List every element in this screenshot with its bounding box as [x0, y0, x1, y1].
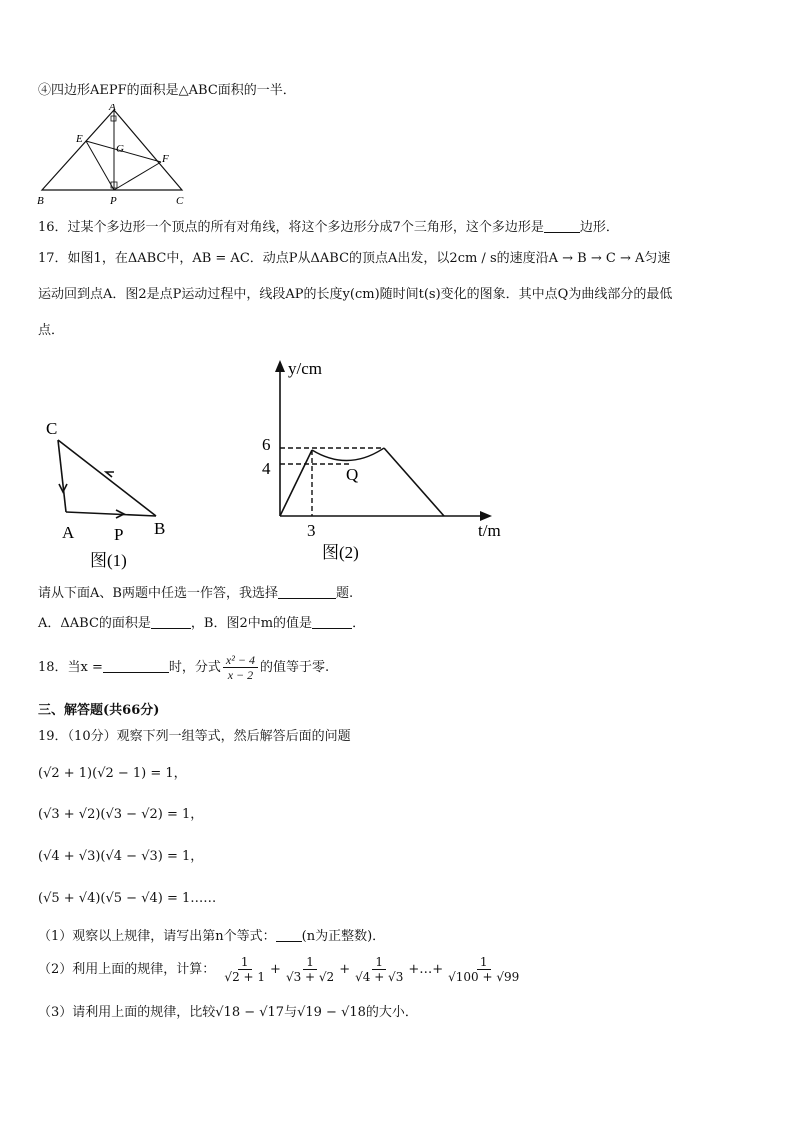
q15-label-C: C: [176, 195, 184, 207]
q15-label-A: A: [109, 104, 116, 113]
q17-choice-blank[interactable]: [278, 584, 336, 599]
q19-eq3: (√4 + √3)(√4 − √3) = 1，: [38, 849, 204, 864]
q19-p1-before: （1）观察以上规律，请写出第n个等式：: [38, 929, 276, 944]
q19-p2-frac-3-den: √4 + √3: [355, 970, 404, 984]
q17-optB-blank[interactable]: [312, 614, 352, 629]
q19-p2-plus-2: +: [339, 962, 351, 977]
q18-fraction: [223, 653, 258, 682]
q19-part1: [38, 927, 385, 946]
q19-p1-blank[interactable]: [276, 927, 302, 942]
q19-p2-frac-2-den: √3 + √2: [285, 970, 335, 984]
q18-text-mid: 时，分式: [168, 660, 221, 675]
q17-figure2: [250, 356, 520, 566]
q17-choose-before: 请从下面A、B两题中任选一作答，我选择: [38, 586, 278, 601]
q15-item4-text: 四边形AEPF的面积是△ABC面积的一半．: [51, 83, 296, 98]
q17-line3: 点．: [38, 323, 65, 338]
q19-p2-frac-4-num: 1: [477, 955, 491, 970]
q17-optA: A．ΔABC的面积是: [38, 616, 151, 631]
fig2-caption: 图(2): [322, 543, 359, 562]
fig1-caption: 图(1): [90, 551, 127, 570]
q19-part2: [38, 952, 524, 988]
q19-p2-frac-2-num: 1: [303, 955, 317, 970]
q19-p2-frac-3-num: 1: [372, 955, 386, 970]
fig2-xlabel: t/m: [478, 521, 501, 540]
q15-triangle-figure: [34, 104, 194, 208]
q18-frac-num: x² − 4: [223, 653, 258, 668]
q19-eq4: (√5 + √4)(√5 − √4) = 1……: [38, 891, 217, 906]
q18-answer-blank[interactable]: [103, 658, 169, 673]
q19-p2-frac-1-den: √2 + 1: [224, 970, 266, 984]
q15-label-B: B: [37, 195, 44, 207]
fig2-tick-4: 4: [262, 459, 271, 478]
fig2-ylabel: y/cm: [288, 359, 322, 378]
q17-options: [38, 614, 365, 633]
q18-text-before: 18．当x =: [38, 660, 103, 675]
q19-intro: 19．（10分）观察下列一组等式，然后解答后面的问题: [38, 729, 351, 744]
fig1-label-B: B: [154, 519, 166, 538]
q17-optB: ，B．图2中m的值是: [190, 616, 313, 631]
q16-text-after: 边形．: [579, 220, 619, 235]
q16-text-before: 16．过某个多边形一个顶点的所有对角线，将这个多边形分成7个三角形，这个多边形是: [38, 220, 544, 235]
q19-p2-plus-1: +: [270, 962, 281, 977]
q15-label-F: F: [162, 153, 169, 165]
q17-optA-blank[interactable]: [151, 614, 191, 629]
q17-figure1: [40, 412, 180, 572]
q18-text-after: 的值等于零.: [259, 660, 330, 675]
q19-p2-frac-3: [352, 955, 406, 984]
q18: [38, 650, 329, 686]
fig1-label-P: P: [114, 525, 124, 544]
q17-line1: 17．如图1，在ΔABC中，AB = AC．动点P从ΔABC的顶点A出发，以2cm / s的速度沿A → B → C → A匀速: [38, 251, 671, 266]
q16-answer-blank[interactable]: [544, 218, 580, 233]
q16: [38, 218, 619, 237]
q19-p2-frac-4-den: √100 + √99: [448, 970, 520, 984]
q19-p2-frac-4: [445, 955, 522, 984]
q15-item4: [38, 82, 296, 100]
fig1-label-A: A: [62, 523, 75, 542]
q19-p2-frac-2: [283, 955, 337, 984]
q19-part3: （3）请利用上面的规律，比较√18 − √17与√19 − √18的大小．: [38, 1005, 418, 1020]
q19-p2-before: （2）利用上面的规律，计算：: [38, 962, 216, 977]
fig1-label-C: C: [46, 419, 58, 438]
q19-p2-frac-1: [221, 955, 268, 984]
q19-eq2: (√3 + √2)(√3 − √2) = 1，: [38, 807, 204, 822]
q19-eq1: (√2 + 1)(√2 − 1) = 1，: [38, 766, 187, 781]
fig2-tick-6: 6: [262, 435, 271, 454]
q15-label-P: P: [110, 195, 117, 207]
q19-p2-dots: +…+: [408, 962, 444, 977]
q17-optB-end: ．: [352, 616, 366, 631]
q19-p1-after: (n为正整数)．: [301, 929, 386, 944]
fig2-tick-3: 3: [307, 521, 316, 540]
q17-line2: 运动回到点A．图2是点P运动过程中，线段AP的长度y(cm)随时间t(s)变化的图象．其中点Q为曲线部分的最低: [38, 287, 673, 302]
q17-choose: [38, 584, 353, 603]
q17-choose-after: 题.: [335, 586, 354, 601]
q19-p2-frac-1-num: 1: [238, 955, 252, 970]
fig2-point-Q: Q: [346, 465, 359, 484]
q15-label-G: G: [116, 143, 124, 155]
q15-item4-mark: ④: [38, 83, 52, 98]
q15-label-E: E: [76, 133, 83, 145]
q18-frac-den: x − 2: [227, 668, 254, 682]
section3-heading: 三、解答题(共66分): [38, 703, 160, 718]
